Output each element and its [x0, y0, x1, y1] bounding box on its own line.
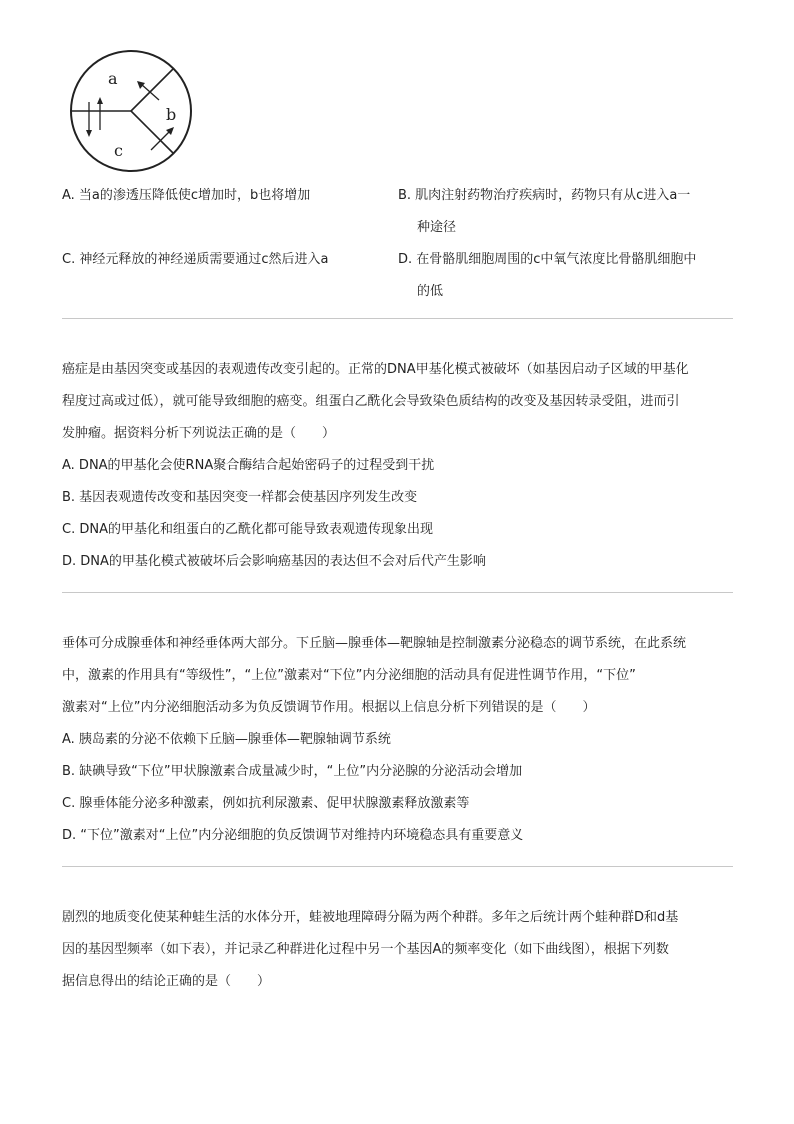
- q2-option-a: A. DNA的甲基化会使RNA聚合酶结合起始密码子的过程受到干扰: [62, 458, 435, 473]
- q1-option-d-cont: 的低: [417, 284, 444, 299]
- q2-stem-line-2: 程度过高或过低），就可能导致细胞的癌变。组蛋白乙酰化会导致染色质结构的改变及基因转录受阻，进而引: [62, 394, 680, 409]
- q2-stem-line-1: 癌症是由基因突变或基因的表观遗传改变引起的。正常的DNA甲基化模式被破坏（如基因启动子区域的甲基化: [62, 362, 689, 377]
- q3-option-d: D. “下位”激素对“上位”内分泌细胞的负反馈调节对维持内环境稳态具有重要意义: [62, 828, 524, 843]
- divider: [62, 866, 733, 867]
- label-a: a: [108, 69, 118, 88]
- arrow-to-a-icon: [137, 81, 145, 89]
- q2-option-c: C. DNA的甲基化和组蛋白的乙酰化都可能导致表观遗传现象出现: [62, 522, 433, 537]
- q4-stem-line-3: 据信息得出的结论正确的是（ ）: [62, 974, 271, 989]
- q3-stem-line-1: 垂体可分成腺垂体和神经垂体两大部分。下丘脑—腺垂体—靶腺轴是控制激素分泌稳态的调节系统，在此系统: [62, 636, 687, 651]
- q3-option-c: C. 腺垂体能分泌多种激素，例如抗利尿激素、促甲状腺激素释放激素等: [62, 796, 470, 811]
- label-c: c: [114, 141, 123, 160]
- q2-option-d: D. DNA的甲基化模式被破坏后会影响癌基因的表达但不会对后代产生影响: [62, 554, 486, 569]
- q1-option-a: A. 当a的渗透压降低使c增加时，b也将增加: [62, 188, 311, 203]
- q2-option-b: B. 基因表观遗传改变和基因突变一样都会使基因序列发生改变: [62, 490, 418, 505]
- arrow-down-icon: [86, 130, 92, 137]
- q1-option-b-cont: 种途径: [417, 220, 457, 235]
- q4-stem-line-1: 剧烈的地质变化使某种蛙生活的水体分开，蛙被地理障碍分隔为两个种群。多年之后统计两个蛙种群D和d基: [62, 910, 679, 925]
- q2-stem-line-3: 发肿瘤。据资料分析下列说法正确的是（ ）: [62, 426, 336, 441]
- divider: [62, 318, 733, 319]
- divider: [62, 592, 733, 593]
- q1-option-b: B. 肌肉注射药物治疗疾病时，药物只有从c进入a一: [398, 188, 691, 203]
- label-b: b: [166, 105, 177, 124]
- q3-option-b: B. 缺碘导致“下位”甲状腺激素合成量减少时，“上位”内分泌腺的分泌活动会增加: [62, 764, 523, 779]
- q3-stem-line-2: 中，激素的作用具有“等级性”，“上位”激素对“下位”内分泌细胞的活动具有促进性调节作用，“下位”: [62, 668, 636, 683]
- q3-option-a: A. 胰岛素的分泌不依赖下丘脑—腺垂体—靶腺轴调节系统: [62, 732, 391, 747]
- q3-stem-line-3: 激素对“上位”内分泌细胞活动多为负反馈调节作用。根据以上信息分析下列错误的是（ ）: [62, 700, 596, 715]
- arrow-up-icon: [97, 97, 103, 104]
- fluid-exchange-diagram: [66, 46, 196, 176]
- q1-option-c: C. 神经元释放的神经递质需要通过c然后进入a: [62, 252, 329, 267]
- q4-stem-line-2: 因的基因型频率（如下表），并记录乙种群进化过程中另一个基因A的频率变化（如下曲线图），根据下列数: [62, 942, 669, 957]
- q1-option-d: D. 在骨骼肌细胞周围的c中氧气浓度比骨骼肌细胞中: [398, 252, 697, 267]
